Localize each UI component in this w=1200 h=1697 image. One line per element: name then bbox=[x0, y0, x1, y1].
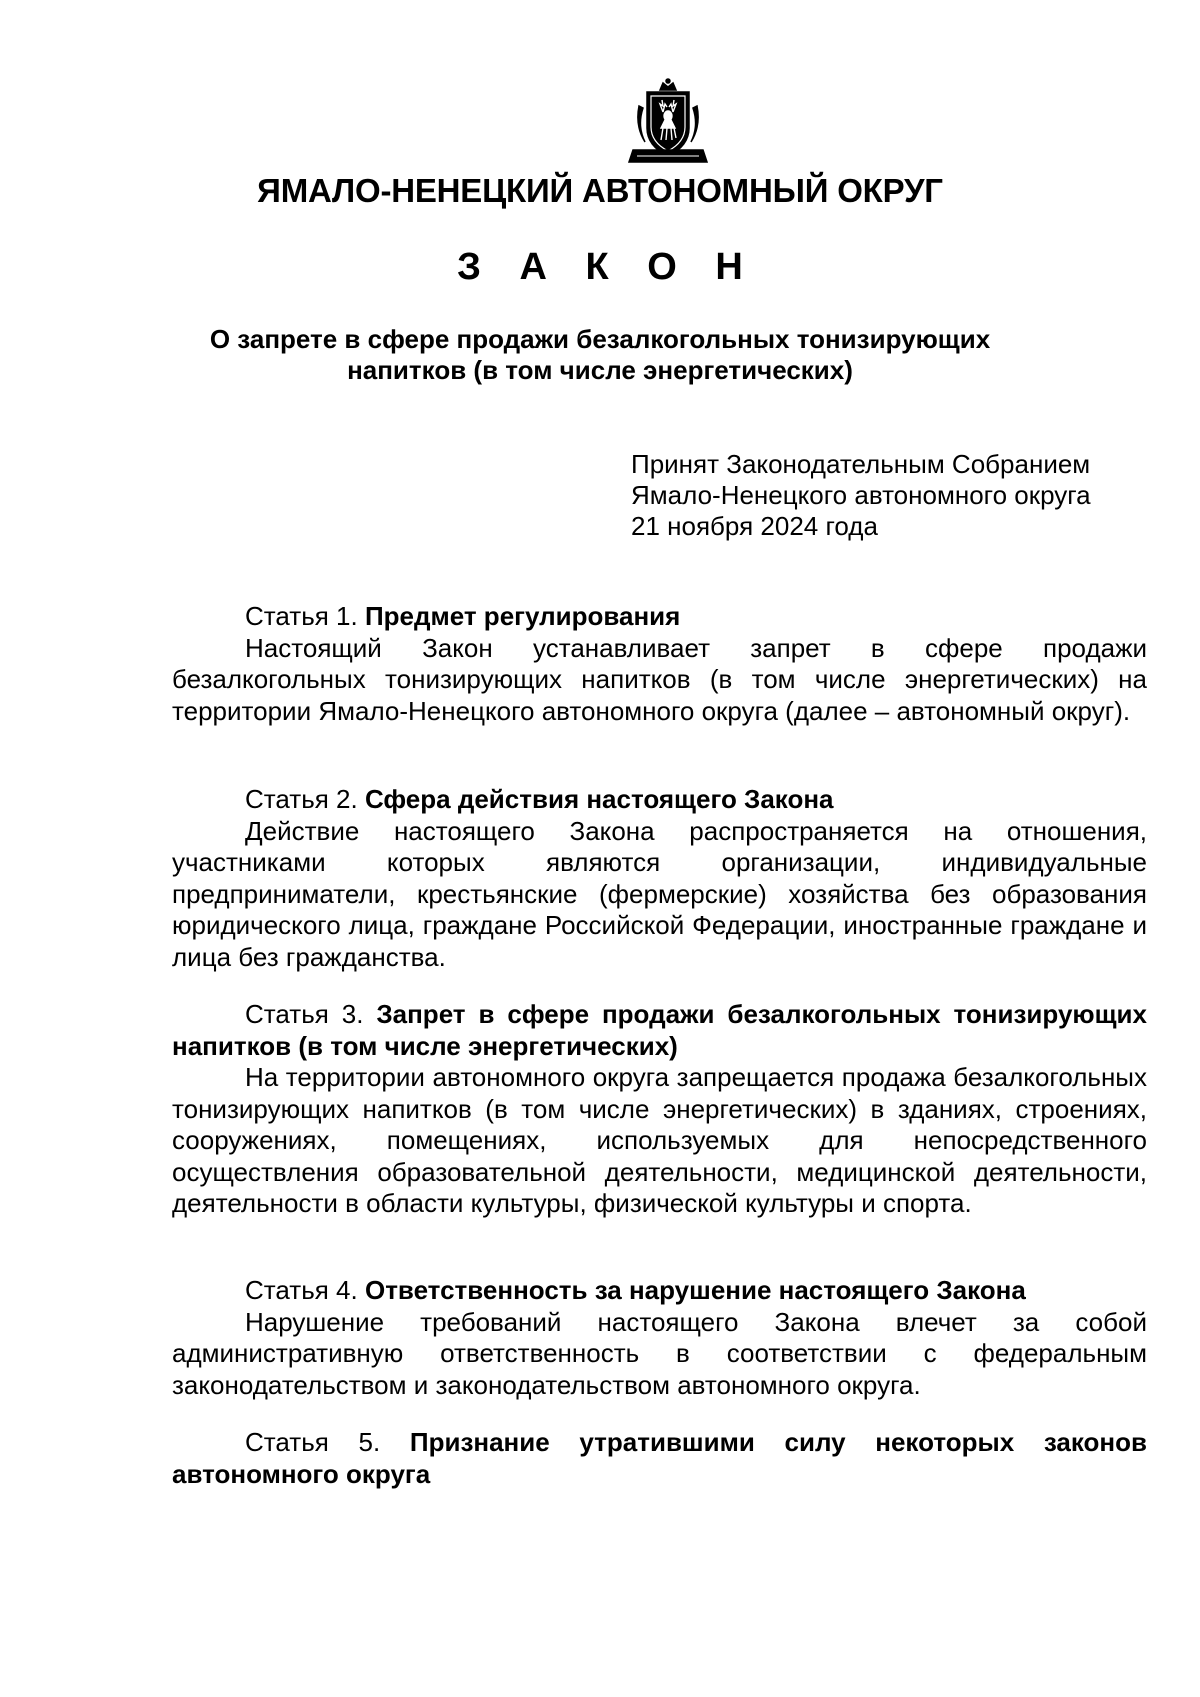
article-title: Ответственность за нарушение настоящего Закона bbox=[364, 1275, 1026, 1305]
article-label: Статья 1. bbox=[245, 601, 358, 631]
adoption-line: Ямало-Ненецкого автономного округа bbox=[631, 480, 1091, 510]
article-title: Признание утратившими силу некоторых законов автономного округа bbox=[172, 1427, 1148, 1489]
law-title-line: О запрете в сфере продажи безалкогольных тонизирующих bbox=[209, 324, 991, 354]
article-heading bbox=[172, 1275, 1147, 1307]
article-heading bbox=[172, 601, 1147, 633]
article-body: Настоящий Закон устанавливает запрет в сфере продажи безалкогольных тонизирующих напитков (в том числе энергетических) на территории Ямало-Ненецкого автономного округа (далее – автономный округ). bbox=[172, 632, 1147, 726]
document-type-heading: З А К О Н bbox=[457, 246, 757, 288]
article-heading bbox=[172, 1427, 1147, 1490]
region-title: ЯМАЛО-НЕНЕЦКИЙ АВТОНОМНЫЙ ОКРУГ bbox=[257, 172, 943, 209]
article-title: Предмет регулирования bbox=[364, 601, 681, 631]
article-body: Нарушение требований настоящего Закона влечет за собой административную ответственность в соответствии с федеральным законодательством и законодательством автономного округа. bbox=[172, 1306, 1147, 1400]
article-4 bbox=[172, 1275, 1147, 1401]
coat-of-arms-icon bbox=[627, 76, 709, 168]
article-heading bbox=[172, 999, 1147, 1062]
article-3 bbox=[172, 999, 1147, 1220]
article-body: На территории автономного округа запрещается продажа безалкогольных тонизирующих напитков (в том числе энергетических) в зданиях, строениях, сооружениях, помещениях, используемых для непосредственного осуществления образовательной деятельности, медицинской деятельности, деятельности в области культуры, физической культуры и спорта. bbox=[172, 1062, 1147, 1218]
article-5 bbox=[172, 1427, 1147, 1490]
article-label: Статья 4. bbox=[245, 1275, 358, 1305]
article-body: Действие настоящего Закона распространяется на отношения, участниками которых являются организации, индивидуальные предприниматели, крестьянские (фермерские) хозяйства без образования юридического лица, граждане Российской Федерации, иностранные граждане и лица без гражданства. bbox=[172, 815, 1147, 972]
article-label: Статья 5. bbox=[245, 1427, 381, 1457]
adoption-line: Принят Законодательным Собранием bbox=[631, 449, 1091, 479]
adoption-note bbox=[631, 449, 1151, 542]
article-1 bbox=[172, 601, 1147, 727]
article-2 bbox=[172, 784, 1147, 973]
law-title bbox=[150, 324, 1050, 386]
article-title: Запрет в сфере продажи безалкогольных тонизирующих напитков (в том числе энергетических) bbox=[172, 999, 1147, 1061]
article-label: Статья 2. bbox=[245, 784, 358, 814]
article-title: Сфера действия настоящего Закона bbox=[364, 784, 834, 814]
article-label: Статья 3. bbox=[245, 999, 364, 1029]
law-title-line: напитков (в том числе энергетических) bbox=[347, 355, 853, 385]
adoption-date: 21 ноября 2024 года bbox=[631, 511, 878, 541]
article-heading bbox=[172, 784, 1147, 816]
